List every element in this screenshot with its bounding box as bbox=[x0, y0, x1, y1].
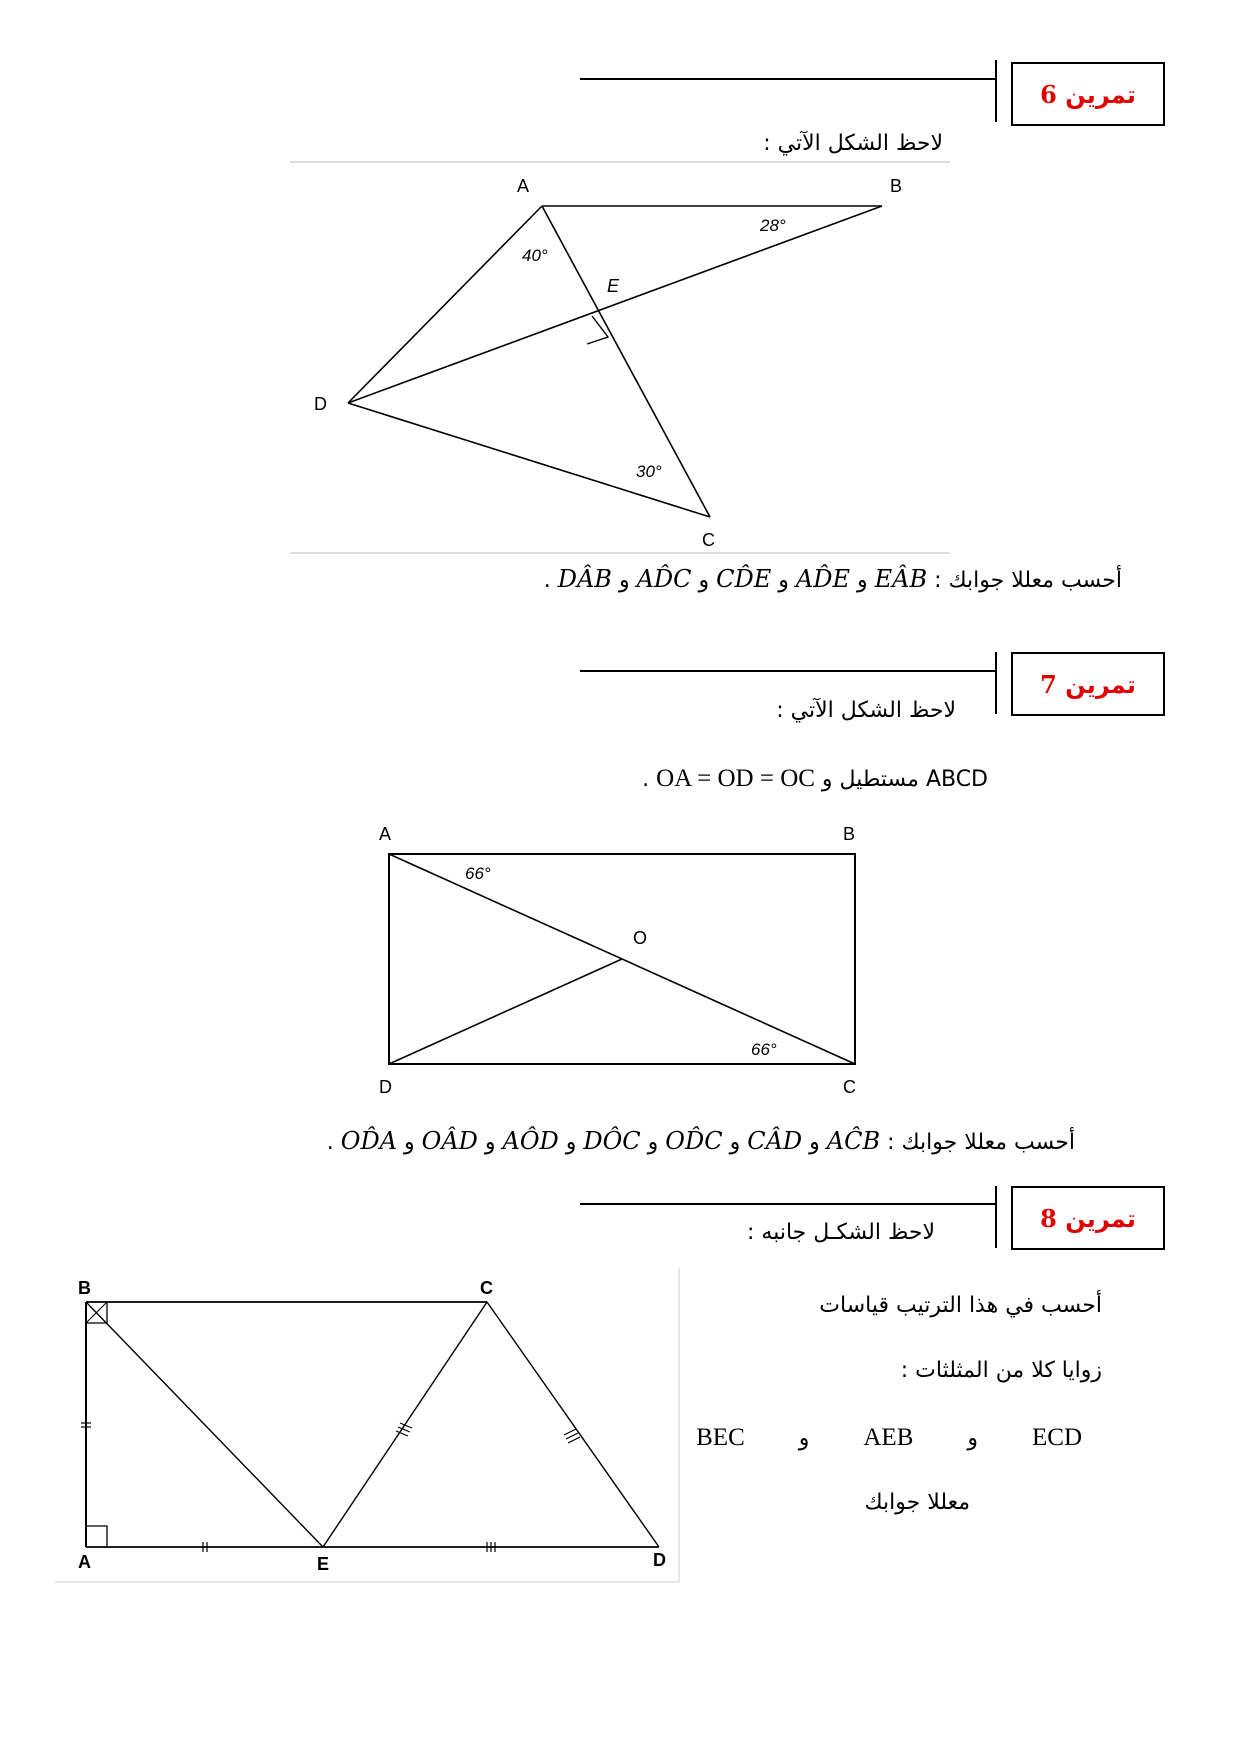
ex7-figure bbox=[355, 800, 905, 1100]
ex7-statement bbox=[642, 765, 988, 793]
ex8-point-C: C bbox=[480, 1278, 493, 1298]
ex8-triangle-AEB: AEB bbox=[863, 1424, 914, 1451]
ex7-and-1: و bbox=[809, 1130, 820, 1155]
ex8-number: 8 bbox=[1040, 1203, 1057, 1233]
ex6-angle-ADE: AD̂E bbox=[795, 565, 850, 593]
ex6-and-4: و bbox=[618, 568, 630, 593]
ex8-point-A: A bbox=[78, 1552, 91, 1572]
ex8-point-D: D bbox=[653, 1550, 666, 1570]
ex7-statement-rtl: ABCD مستطيل و bbox=[821, 767, 988, 792]
ex7-point-C: C bbox=[843, 1077, 856, 1097]
ex7-angle-66-bottom: 66° bbox=[751, 1040, 777, 1059]
ex7-angle-CAD: CÂD bbox=[747, 1127, 803, 1155]
ex8-triangle-BEC: BEC bbox=[696, 1424, 745, 1451]
ex6-angle-30: 30° bbox=[636, 462, 662, 481]
ex7-angle-ACB: AĈB bbox=[826, 1127, 881, 1155]
ex6-point-B: B bbox=[890, 176, 903, 196]
ex6-and-3: و bbox=[698, 568, 710, 593]
ex6-header-tick bbox=[995, 60, 997, 122]
ex7-number: 7 bbox=[1040, 669, 1057, 699]
ex7-and-4: و bbox=[565, 1130, 577, 1155]
ex8-title-word: تمرين bbox=[1065, 1204, 1136, 1233]
ex6-angle-DAB: DÂB bbox=[557, 565, 612, 593]
ex7-angle-ODC: OD̂C bbox=[665, 1127, 723, 1155]
ex6-point-C: C bbox=[702, 530, 715, 550]
ex6-point-D: D bbox=[314, 394, 327, 414]
ex8-and-2: و bbox=[798, 1426, 810, 1451]
ex7-angle-66-top: 66° bbox=[465, 864, 491, 883]
ex7-question-prefix: أحسب معللا جوابك : bbox=[887, 1130, 1075, 1155]
ex7-title-word: تمرين bbox=[1065, 670, 1136, 699]
ex8-question-line3: معللا جوابك bbox=[864, 1490, 970, 1515]
ex8-title-box bbox=[1011, 1186, 1165, 1250]
ex7-point-B: B bbox=[843, 824, 856, 844]
ex7-and-6: و bbox=[404, 1130, 415, 1155]
ex8-header-line bbox=[580, 1203, 995, 1205]
ex7-period: . bbox=[326, 1130, 334, 1155]
ex6-title-word: تمرين bbox=[1065, 80, 1136, 109]
ex8-title bbox=[1040, 1204, 1136, 1233]
ex6-angle-ADC: AD̂C bbox=[636, 565, 692, 593]
ex8-triangles-row bbox=[696, 1424, 1082, 1452]
ex6-title-box bbox=[1011, 62, 1165, 126]
ex7-and-5: و bbox=[484, 1130, 496, 1155]
ex8-header-tick bbox=[995, 1186, 997, 1248]
ex6-question bbox=[544, 565, 1122, 593]
ex6-period: . bbox=[543, 568, 551, 593]
ex8-question-line2: زوايا كلا من المثلثات : bbox=[900, 1358, 1102, 1383]
ex6-and-2: و bbox=[778, 568, 789, 593]
ex6-header-line bbox=[580, 78, 995, 80]
ex7-header-line bbox=[580, 670, 995, 672]
ex6-and-1: و bbox=[856, 568, 868, 593]
ex6-angle-28: 28° bbox=[760, 216, 786, 235]
ex7-angle-ODA: OD̂A bbox=[340, 1127, 398, 1155]
ex6-intro: لاحظ الشكل الآتي : bbox=[763, 131, 943, 156]
ex8-and-1: و bbox=[967, 1426, 978, 1451]
ex6-angle-EAB: EÂB bbox=[874, 565, 928, 593]
ex7-question bbox=[327, 1127, 1075, 1155]
ex7-statement-ltr: OA = OD = OC bbox=[656, 765, 815, 792]
ex8-point-B: B bbox=[78, 1278, 91, 1298]
ex7-and-3: و bbox=[647, 1130, 659, 1155]
ex7-angle-DOC: DÔC bbox=[583, 1127, 641, 1155]
ex6-point-A: A bbox=[517, 176, 530, 196]
ex8-figure bbox=[55, 1268, 685, 1588]
ex7-angle-AOD: AÔD bbox=[502, 1127, 559, 1155]
ex7-and-2: و bbox=[729, 1130, 741, 1155]
ex7-intro: لاحظ الشكل الآتي : bbox=[776, 698, 956, 723]
ex6-question-prefix: أحسب معللا جوابك : bbox=[934, 568, 1122, 593]
ex7-angle-OAD: OÂD bbox=[421, 1127, 478, 1155]
ex8-intro: لاحظ الشكـل جانبه : bbox=[747, 1220, 935, 1245]
ex6-title bbox=[1040, 80, 1136, 109]
ex8-point-E: E bbox=[317, 1554, 330, 1574]
ex7-header-tick bbox=[995, 652, 997, 714]
ex6-point-E: E bbox=[607, 276, 620, 296]
ex7-point-D: D bbox=[379, 1077, 392, 1097]
ex8-triangle-ECD: ECD bbox=[1032, 1424, 1082, 1451]
ex7-statement-period: . bbox=[642, 767, 650, 792]
ex7-title-box bbox=[1011, 652, 1165, 716]
ex6-figure bbox=[290, 160, 950, 555]
ex6-number: 6 bbox=[1040, 79, 1057, 109]
ex7-point-O: O bbox=[633, 928, 648, 948]
ex8-question-line1: أحسب في هذا الترتيب قياسات bbox=[819, 1293, 1102, 1318]
ex6-angle-40: 40° bbox=[522, 246, 548, 265]
ex7-title bbox=[1040, 670, 1136, 699]
ex6-angle-CDE: CD̂E bbox=[716, 565, 772, 593]
ex7-point-A: A bbox=[379, 824, 392, 844]
